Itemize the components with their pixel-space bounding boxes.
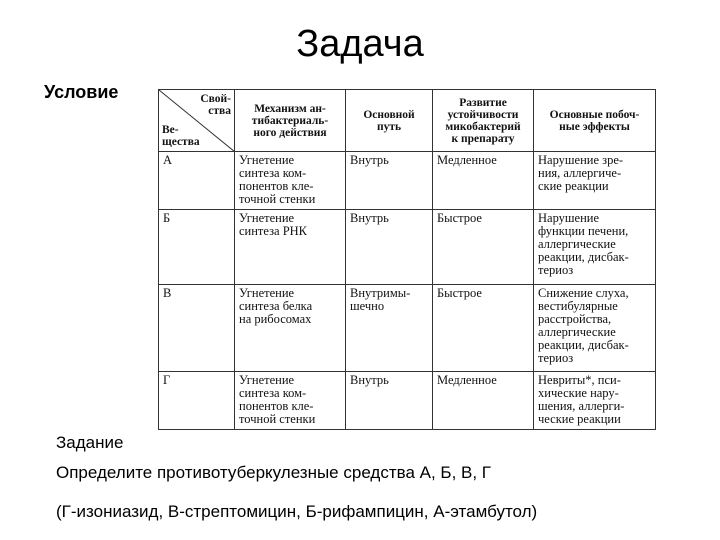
resistance-cell: Быстрое (433, 285, 534, 372)
route-cell: Внутримы- шечно (346, 285, 433, 372)
corner-header-substances: Ве- щества (162, 124, 200, 148)
mechanism-cell: Угнетение синтеза белка на рибосомах (235, 285, 346, 372)
resistance-cell: Быстрое (433, 210, 534, 285)
drug-properties-table (158, 89, 656, 430)
header-resistance: Развитие устойчивости микобактерий к препарату (433, 90, 534, 152)
corner-header-cell (159, 90, 235, 152)
header-route: Основной путь (346, 90, 433, 152)
task-label: Задание (56, 433, 124, 452)
substance-cell: Г (159, 372, 235, 430)
table-row (159, 372, 656, 430)
table-row (159, 285, 656, 372)
table-row (159, 210, 656, 285)
route-cell: Внутрь (346, 372, 433, 430)
side-effects-cell: Нарушение зре- ния, аллергиче- ские реакции (534, 152, 656, 210)
route-cell: Внутрь (346, 152, 433, 210)
side-effects-cell: Нарушение функции печени, аллергические реакции, дисбак- териоз (534, 210, 656, 285)
side-effects-cell: Невриты*, пси- хические нару- шения, аллерги- ческие реакции (534, 372, 656, 430)
resistance-cell: Медленное (433, 372, 534, 430)
corner-header-properties: Свой- ства (200, 93, 231, 117)
resistance-cell: Медленное (433, 152, 534, 210)
header-side-effects: Основные побоч- ные эффекты (534, 90, 656, 152)
side-effects-cell: Снижение слуха, вестибулярные расстройства, аллергические реакции, дисбак- териоз (534, 285, 656, 372)
header-mechanism: Механизм ан- тибактериаль- ного действия (235, 90, 346, 152)
mechanism-cell: Угнетение синтеза ком- понентов кле- точной стенки (235, 152, 346, 210)
route-cell: Внутрь (346, 210, 433, 285)
condition-label: Условие (44, 82, 119, 102)
mechanism-cell: Угнетение синтеза РНК (235, 210, 346, 285)
substance-cell: А (159, 152, 235, 210)
slide-title: Задача (296, 23, 424, 65)
table-header-row (159, 90, 656, 152)
substance-cell: Б (159, 210, 235, 285)
task-text: Определите противотуберкулезные средства А, Б, В, Г (56, 463, 492, 482)
answer-text: (Г-изониазид, В-стрептомицин, Б-рифампицин, А-этамбутол) (56, 502, 538, 521)
table-row (159, 152, 656, 210)
mechanism-cell: Угнетение синтеза ком- понентов кле- точной стенки (235, 372, 346, 430)
substance-cell: В (159, 285, 235, 372)
